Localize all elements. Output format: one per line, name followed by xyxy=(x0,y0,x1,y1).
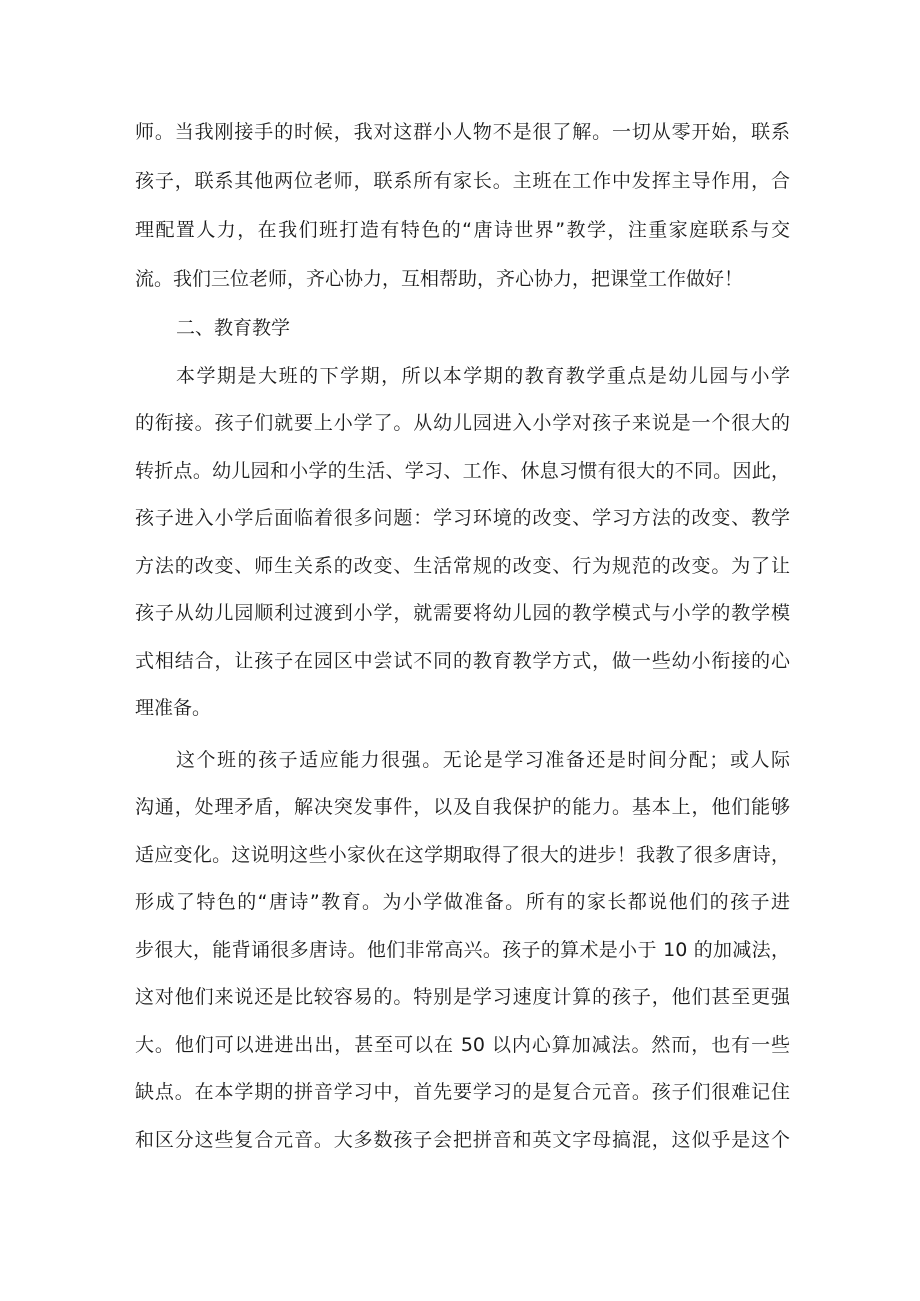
paragraph-line: 理配置人力，在我们班打造有特色的“唐诗世界”教学，注重家庭联系与交 xyxy=(135,219,790,241)
paragraph-line: 孩子从幼儿园顺利过渡到小学，就需要将幼儿园的教学模式与小学的教学模 xyxy=(135,602,790,624)
paragraph-line: 这个班的孩子适应能力很强。无论是学习准备还是时间分配；或人际 xyxy=(176,749,790,771)
paragraph-line: 和区分这些复合元音。大多数孩子会把拼音和英文字母搞混，这似乎是这个 xyxy=(135,1129,790,1151)
paragraph-line: 本学期是大班的下学期，所以本学期的教育教学重点是幼儿园与小学 xyxy=(176,365,790,387)
paragraph-line: 这对他们来说还是比较容易的。特别是学习速度计算的孩子，他们甚至更强 xyxy=(135,986,790,1008)
paragraph-line: 大。他们可以进进出出，甚至可以在 50 以内心算加减法。然而，也有一些 xyxy=(135,1034,790,1056)
paragraph-line: 形成了特色的“唐诗”教育。为小学做准备。所有的家长都说他们的孩子进 xyxy=(135,891,790,913)
paragraph-line: 沟通，处理矛盾，解决突发事件，以及自我保护的能力。基本上，他们能够 xyxy=(135,796,790,818)
paragraph-line: 的衔接。孩子们就要上小学了。从幼儿园进入小学对孩子来说是一个很大的 xyxy=(135,412,790,434)
paragraph-line: 流。我们三位老师，齐心协力，互相帮助，齐心协力，把课堂工作做好！ xyxy=(135,268,744,290)
paragraph-line: 步很大，能背诵很多唐诗。他们非常高兴。孩子的算术是小于 10 的加减法， xyxy=(135,939,790,961)
paragraph-line: 方法的改变、师生关系的改变、生活常规的改变、行为规范的改变。为了让 xyxy=(135,555,790,577)
paragraph-line: 孩子，联系其他两位老师，联系所有家长。主班在工作中发挥主导作用，合 xyxy=(135,170,790,192)
paragraph-line: 缺点。在本学期的拼音学习中，首先要学习的是复合元音。孩子们很难记住 xyxy=(135,1081,790,1103)
paragraph-line: 适应变化。这说明这些小家伙在这学期取得了很大的进步！我教了很多唐诗， xyxy=(135,844,790,866)
paragraph-line: 理准备。 xyxy=(135,697,212,719)
paragraph-line: 师。当我刚接手的时候，我对这群小人物不是很了解。一切从零开始，联系 xyxy=(135,121,790,143)
paragraph-line: 孩子进入小学后面临着很多问题：学习环境的改变、学习方法的改变、教学 xyxy=(135,507,790,529)
paragraph-line: 式相结合，让孩子在园区中尝试不同的教育教学方式，做一些幼小衔接的心 xyxy=(135,650,790,672)
section-heading: 二、教育教学 xyxy=(176,317,291,339)
paragraph-line: 转折点。幼儿园和小学的生活、学习、工作、休息习惯有很大的不同。因此， xyxy=(135,460,790,482)
